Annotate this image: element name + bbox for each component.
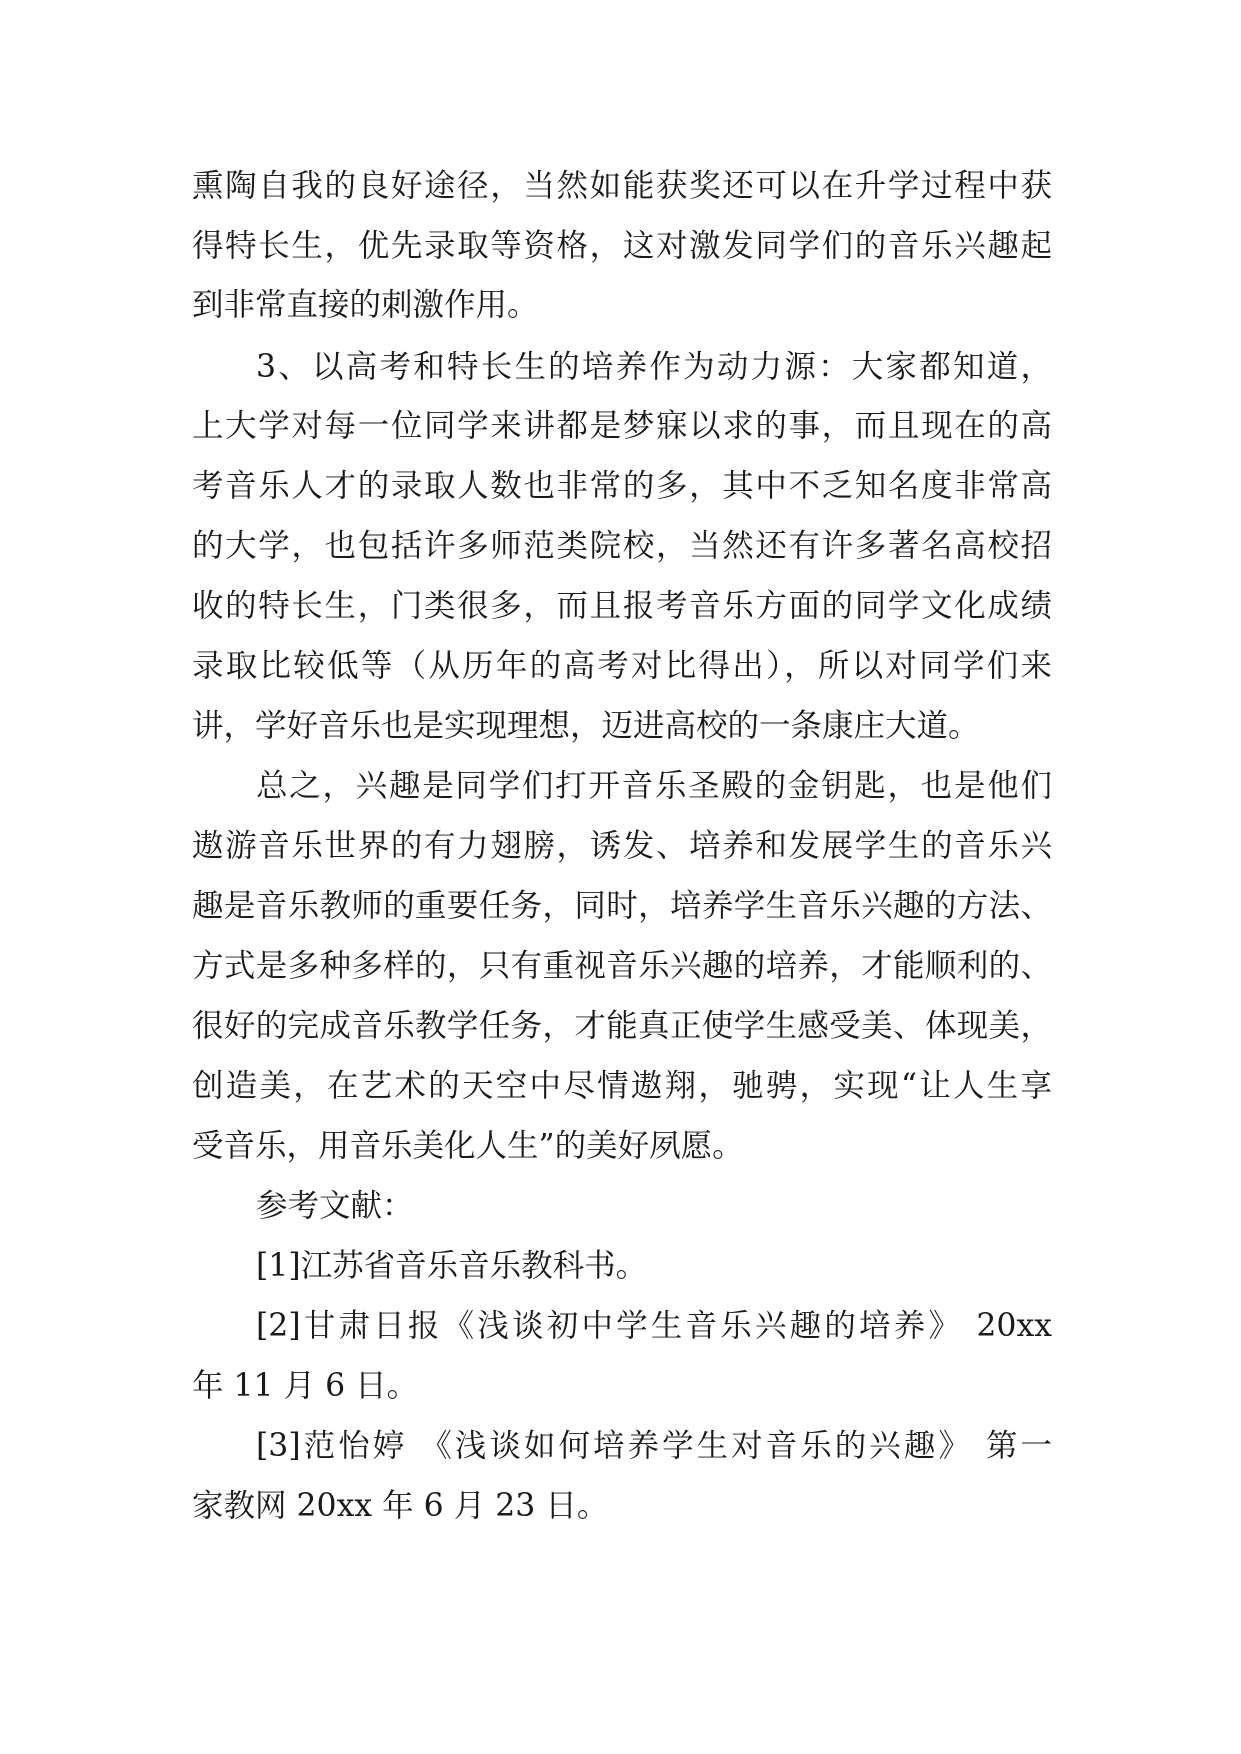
conclusion-line: 总之，兴趣是同学们打开音乐圣殿的金钥匙，也是他们 — [256, 768, 1052, 804]
body-line: 很好的完成音乐教学任务，才能真正使学生感受美、体现美， — [192, 1008, 1052, 1044]
body-line: 讲，学好音乐也是实现理想，迈进高校的一条康庄大道。 — [192, 708, 980, 744]
body-line: 上大学对每一位同学来讲都是梦寐以求的事，而且现在的高 — [192, 408, 1052, 444]
body-line: 遨游音乐世界的有力翅膀，诱发、培养和发展学生的音乐兴 — [192, 828, 1052, 864]
reference-item-continued: 家教网 20xx 年 6 月 23 日。 — [192, 1488, 609, 1524]
body-line: 录取比较低等（从历年的高考对比得出），所以对同学们来 — [192, 648, 1052, 684]
body-line: 趣是音乐教师的重要任务，同时，培养学生音乐兴趣的方法、 — [192, 888, 1052, 924]
body-line: 受音乐，用音乐美化人生”的美好夙愿。 — [192, 1128, 744, 1164]
body-line: 的大学，也包括许多师范类院校，当然还有许多著名高校招 — [192, 528, 1052, 564]
references-heading: 参考文献： — [256, 1188, 414, 1224]
body-line: 创造美，在艺术的天空中尽情遨翔，驰骋，实现“让人生享 — [192, 1068, 1052, 1104]
reference-item: [1]江苏省音乐音乐教科书。 — [256, 1248, 648, 1284]
body-line: 到非常直接的刺激作用。 — [192, 287, 539, 323]
body-line: 考音乐人才的录取人数也非常的多，其中不乏知名度非常高 — [192, 468, 1052, 504]
body-line: 方式是多种多样的，只有重视音乐兴趣的培养，才能顺利的、 — [192, 948, 1052, 984]
section-heading-line: 3、以高考和特长生的培养作为动力源：大家都知道， — [256, 349, 1052, 385]
reference-item-continued: 年 11 月 6 日。 — [192, 1368, 419, 1404]
reference-item: [2]甘肃日报《浅谈初中学生音乐兴趣的培养》 20xx — [256, 1308, 1052, 1344]
reference-item: [3]范怡婷 《浅谈如何培养学生对音乐的兴趣》 第一 — [256, 1428, 1052, 1464]
body-line: 熏陶自我的良好途径，当然如能获奖还可以在升学过程中获 — [192, 168, 1052, 204]
body-line: 得特长生，优先录取等资格，这对激发同学们的音乐兴趣起 — [192, 228, 1052, 264]
body-line: 收的特长生，门类很多，而且报考音乐方面的同学文化成绩 — [192, 588, 1052, 624]
